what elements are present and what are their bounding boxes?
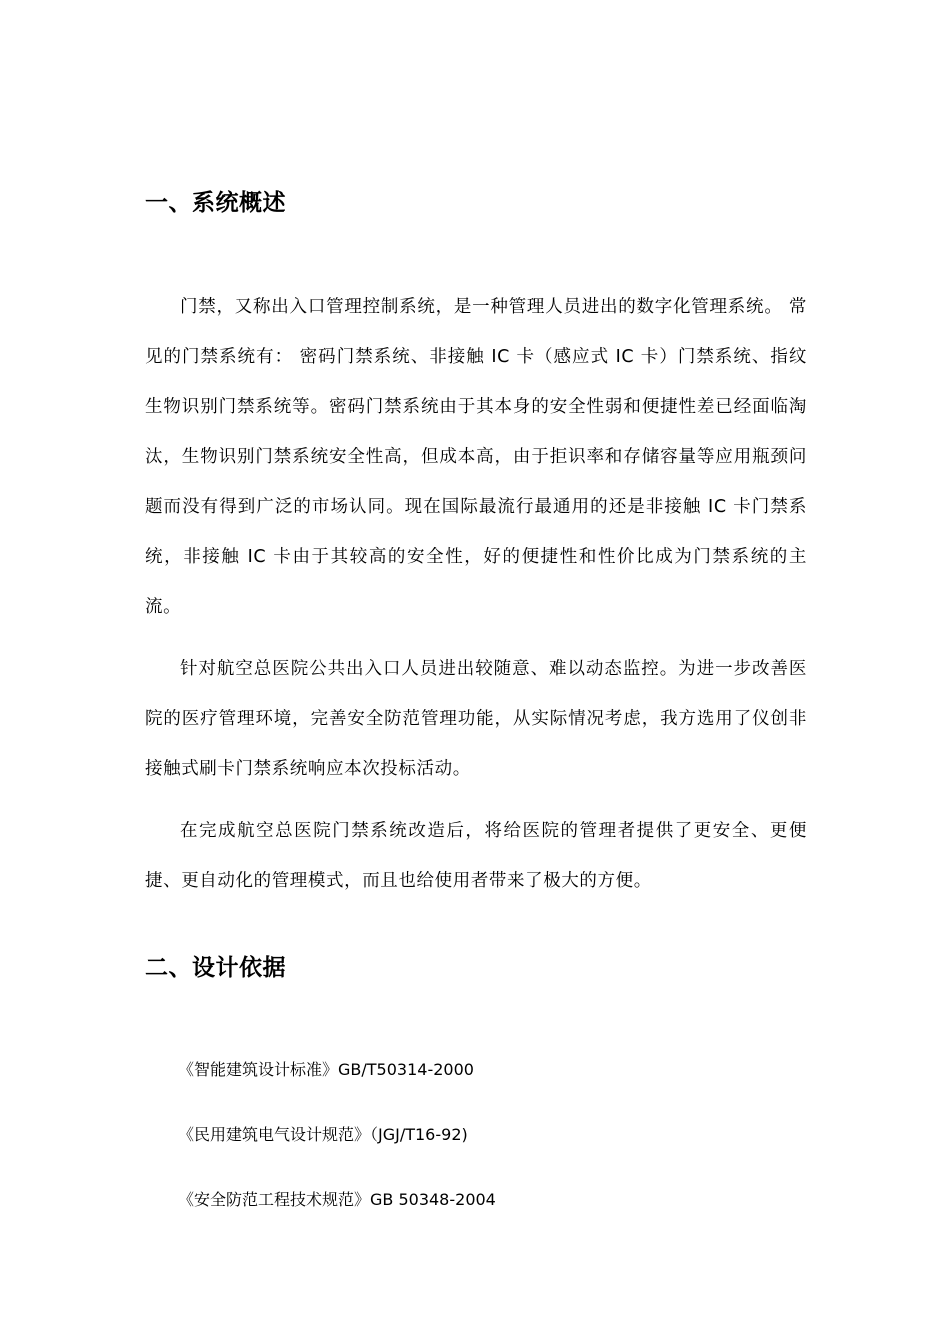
reference-item-3: 《安全防范工程技术规范》GB 50348-2004 [178, 1190, 496, 1209]
section-2-heading: 二、设计依据 [145, 955, 286, 981]
section-1-heading: 一、系统概述 [145, 190, 286, 216]
reference-item-1: 《智能建筑设计标准》GB/T50314-2000 [178, 1060, 474, 1079]
reference-item-2: 《民用建筑电气设计规范》（JGJ/T16-92) [178, 1125, 468, 1144]
section-1-paragraph-1: 门禁，又称出入口管理控制系统，是一种管理人员进出的数字化管理系统。 常见的门禁系统有： 密码门禁系统、非接触 IC 卡（感应式 IC 卡）门禁系统、指纹生物识别门禁系统等。密码门禁系统由于其本身的安全性弱和便捷性差已经面临淘汰，生物识别门禁系统安全性高，但成本高，由于拒识率和存储容量等应用瓶颈问题而没有得到广泛的市场认同。现在国际最流行最通用的还是非接触 IC 卡门禁系统，非接触 IC 卡由于其较高的安全性，好的便捷性和性价比成为门禁系统的主流。 [145, 297, 807, 617]
section-1-paragraph-2: 针对航空总医院公共出入口人员进出较随意、难以动态监控。为进一步改善医院的医疗管理环境，完善安全防范管理功能，从实际情况考虑，我方选用了仪创非接触式刷卡门禁系统响应本次投标活动。 [145, 659, 807, 779]
section-1-paragraph-3: 在完成航空总医院门禁系统改造后，将给医院的管理者提供了更安全、更便捷、更自动化的管理模式，而且也给使用者带来了极大的方便。 [145, 821, 807, 891]
